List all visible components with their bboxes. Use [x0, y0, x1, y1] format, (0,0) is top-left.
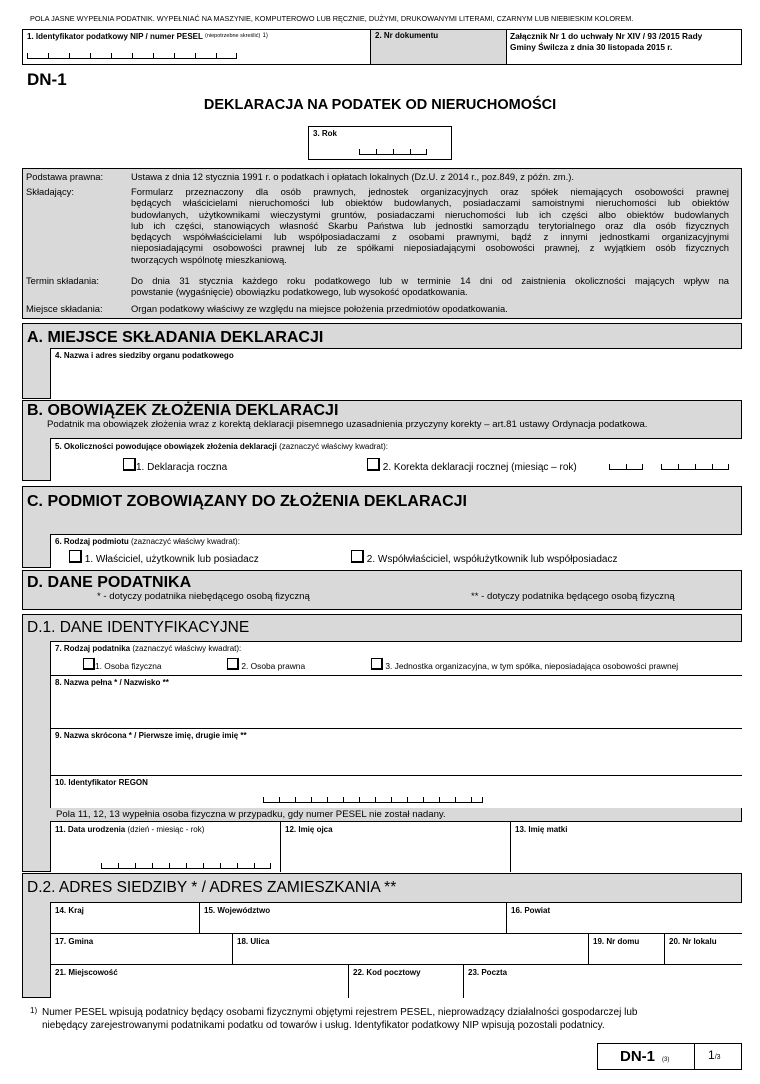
father-name-field[interactable]	[280, 821, 511, 872]
page-number	[708, 1048, 721, 1062]
annex-line2: Gminy Świlcza z dnia 30 listopada 2015 r.	[510, 42, 673, 52]
section-d-note1: * - dotyczy podatnika niebędącego osobą fizyczną	[97, 591, 310, 602]
organization-label: 3. Jednostka organizacyjna, w tym spółka, nieposiadająca osobowości prawnej	[385, 661, 679, 671]
birth-date-field[interactable]	[50, 821, 281, 872]
option-correction[interactable]	[367, 458, 577, 473]
locality-field[interactable]	[50, 964, 349, 998]
birth-date-ticks	[101, 862, 271, 869]
field1-note: (niepotrzebne skreślić)	[204, 33, 261, 39]
legal-basis-text: Ustawa z dnia 12 stycznia 1991 r. o podatkach i opłatach lokalnych (Dz.U. z 2014 r., poz.849, z późn. zm.).	[131, 171, 574, 182]
annual-checkbox[interactable]	[123, 458, 136, 471]
field5-note: (zaznaczyć właściwy kwadrat):	[279, 442, 388, 451]
field5-label: 5. Okoliczności powodujące obowiązek złożenia deklaracji	[55, 442, 277, 451]
section-c-title: C. PODMIOT ZOBOWIĄZANY DO ZŁOŻENIA DEKLARACJI	[27, 493, 467, 510]
option-owner[interactable]	[69, 550, 259, 565]
tax-office-field[interactable]	[50, 348, 742, 399]
option-natural-person[interactable]	[83, 658, 162, 671]
field23-label: 23. Poczta	[468, 968, 508, 977]
section-d-title: D. DANE PODATNIKA	[27, 574, 192, 591]
correction-year-ticks	[661, 463, 729, 470]
section-a-title: A. MIEJSCE SKŁADANIA DEKLARACJI	[27, 329, 324, 346]
commune-field[interactable]	[50, 933, 233, 965]
option-co-owner[interactable]	[351, 550, 617, 565]
footer-code-cell	[598, 1044, 695, 1069]
footer-code: DN-1	[620, 1048, 656, 1065]
field6-note: (zaznaczyć właściwy kwadrat):	[131, 537, 240, 546]
field12-label: 12. Imię ojca	[285, 825, 333, 834]
mother-name-field[interactable]	[510, 821, 742, 872]
voivodeship-field[interactable]	[199, 902, 507, 934]
year-tick-boxes	[359, 148, 427, 155]
place-text: Organ podatkowy właściwy ze względu na miejsce położenia przedmiotów opodatkowania.	[131, 303, 508, 314]
section-d1-title: D.1. DANE IDENTYFIKACYJNE	[27, 619, 250, 636]
section-b-subtitle: Podatnik ma obowiązek złożenia wraz z korektą deklaracji pisemnego uzasadnienia przyczyny korekty – art.81 ustawy Ordynacja podatkowa.	[47, 419, 648, 430]
field9-label: 9. Nazwa skrócona * / Pierwsze imię, drugie imię **	[55, 731, 247, 740]
option-annual[interactable]	[123, 458, 227, 473]
section-d2-title: D.2. ADRES SIEDZIBY * / ADRES ZAMIESZKANIA **	[27, 879, 397, 896]
section-d-note2: ** - dotyczy podatnika będącego osobą fizyczną	[471, 591, 675, 602]
post-office-field[interactable]	[463, 964, 742, 998]
field10-label: 10. Identyfikator REGON	[55, 778, 148, 787]
footer-box	[597, 1043, 742, 1070]
field17-label: 17. Gmina	[55, 937, 94, 946]
field13-label: 13. Imię matki	[515, 825, 568, 834]
legal-person-checkbox[interactable]	[227, 658, 239, 670]
option-organization[interactable]	[371, 658, 678, 671]
short-name-field[interactable]	[50, 728, 742, 776]
document-number-field	[370, 30, 507, 64]
correction-checkbox[interactable]	[367, 458, 380, 471]
country-field[interactable]	[50, 902, 200, 934]
pesel-note: Pola 11, 12, 13 wypełnia osoba fizyczna w przypadku, gdy numer PESEL nie został nadany.	[56, 809, 446, 820]
deadline-text: Do dnia 31 stycznia każdego roku podatkowego lub w terminie 14 dni od zaistnienia okoliczności mających wpływ na powstanie (wygaśnięcie) obowiązku podatkowego, lub wysokość opodatkowania.	[131, 275, 729, 298]
field7-label: 7. Rodzaj podatnika	[55, 644, 131, 653]
filer-label: Składający:	[26, 186, 74, 197]
deadline-label: Termin składania:	[26, 275, 99, 286]
nip-tick-boxes	[27, 52, 237, 59]
field7-box	[50, 641, 742, 676]
co-owner-checkbox[interactable]	[351, 550, 364, 563]
field16-label: 16. Powiat	[511, 906, 551, 915]
field8-label: 8. Nazwa pełna * / Nazwisko **	[55, 678, 169, 687]
field21-label: 21. Miejscowość	[55, 968, 118, 977]
field14-label: 14. Kraj	[55, 906, 84, 915]
footer-version: (3)	[662, 1057, 670, 1063]
filer-text: Formularz przeznaczony dla osób prawnych, jednostek organizacyjnych oraz spółek niemających osobowości prawnej będących właścicielami nieruchomości lub obiektów budowlanych, posiadaczami samoistnymi nieruchomości lub obiektów budowlanych, użytkownikami wieczystymi gruntów, posiadaczami nieruchomości lub ich części albo obiektów budowlanych lub ich części, stanowiących własność Skarbu Państwa lub jednostki samorządu terytorialnego oraz dla osób fizycznych będących współwłaścicielami lub współposiadaczami z osobami prawnymi, bądź z innymi jednostkami organizacyjnymi nieposiadającymi osobowości prawnej lub ze spółkami nieposiadającymi osobowości prawnej, z wyjątkiem osób fizycznych tworzących wspólnotę mieszkaniową.	[131, 186, 729, 265]
field2-label: 2. Nr dokumentu	[375, 31, 439, 40]
field18-label: 18. Ulica	[237, 937, 270, 946]
legal-basis-label: Podstawa prawna:	[26, 171, 104, 182]
co-owner-label: 2. Współwłaściciel, współużytkownik lub współposiadacz	[366, 554, 618, 565]
field15-label: 15. Województwo	[204, 906, 271, 915]
owner-checkbox[interactable]	[69, 550, 82, 563]
footnote-line1: Numer PESEL wpisują podatnicy będący osobami fizycznymi objętymi rejestrem PESEL, nieprowadzący działalności gospodarczej lub	[42, 1007, 638, 1018]
field1-ref: 1)	[262, 33, 268, 39]
section-b-title: B. OBOWIĄZEK ZŁOŻENIA DEKLARACJI	[27, 402, 339, 419]
full-name-field[interactable]	[50, 675, 742, 729]
apartment-number-field[interactable]	[664, 933, 742, 965]
natural-person-label: 1. Osoba fizyczna	[95, 661, 162, 671]
regon-tick-boxes	[263, 796, 483, 803]
field19-label: 19. Nr domu	[593, 937, 640, 946]
form-title: DEKLARACJA NA PODATEK OD NIERUCHOMOŚCI	[203, 97, 557, 113]
field7-note: (zaznaczyć właściwy kwadrat):	[132, 644, 242, 653]
option-legal-person[interactable]	[227, 658, 305, 671]
annual-label: 1. Deklaracja roczna	[136, 462, 228, 473]
top-note: POLA JASNE WYPEŁNIA PODATNIK. WYPEŁNIAĆ NA MASZYNIE, KOMPUTEROWO LUB RĘCZNIE, DUŻYMI, DRUKOWANYMI LITERAMI, CZARNYM LUB NIEBIESKIM KOLOREM.	[30, 14, 634, 23]
footnote-line2: niebędący zarejestrowanymi podatnikami podatku od towarów i usług. Identyfikator podatkowy NIP wpisują pozostali podatnicy.	[42, 1020, 605, 1031]
field1-label: 1. Identyfikator podatkowy NIP / numer PESEL	[27, 32, 203, 41]
correction-label: 2. Korekta deklaracji rocznej (miesiąc – rok)	[382, 462, 577, 473]
field4-label: 4. Nazwa i adres siedziby organu podatkowego	[55, 351, 234, 360]
form-code: DN-1	[27, 70, 67, 89]
place-label: Miejsce składania:	[26, 303, 103, 314]
regon-field[interactable]	[50, 775, 742, 808]
field22-label: 22. Kod pocztowy	[353, 968, 421, 977]
field5-box	[50, 438, 742, 481]
organization-checkbox[interactable]	[371, 658, 383, 670]
page-current: 1	[708, 1048, 715, 1062]
field20-label: 20. Nr lokalu	[669, 937, 717, 946]
page-total: /3	[714, 1054, 721, 1061]
footnote	[30, 1006, 745, 1032]
field3-label: 3. Rok	[313, 129, 338, 138]
annex-info	[510, 31, 742, 53]
natural-person-checkbox[interactable]	[83, 658, 95, 670]
field11-label: 11. Data urodzenia	[55, 825, 126, 834]
county-field[interactable]	[506, 902, 742, 934]
section-d	[22, 570, 742, 610]
annex-line1: Załącznik Nr 1 do uchwały Nr XIV / 93 /2015 Rady	[510, 31, 703, 41]
year-field[interactable]	[308, 126, 452, 160]
footnote-marker: 1)	[30, 1006, 38, 1015]
nip-pesel-field[interactable]	[23, 30, 369, 64]
postal-code-field[interactable]	[348, 964, 464, 998]
house-number-field[interactable]	[588, 933, 665, 965]
correction-month-ticks	[609, 463, 643, 470]
street-field[interactable]	[232, 933, 589, 965]
field11-note: (dzień - miesiąc - rok)	[127, 825, 205, 834]
owner-label: 1. Właściciel, użytkownik lub posiadacz	[84, 554, 259, 565]
legal-person-label: 2. Osoba prawna	[241, 661, 306, 671]
field6-box	[50, 534, 742, 568]
field6-label: 6. Rodzaj podmiotu	[55, 537, 129, 546]
